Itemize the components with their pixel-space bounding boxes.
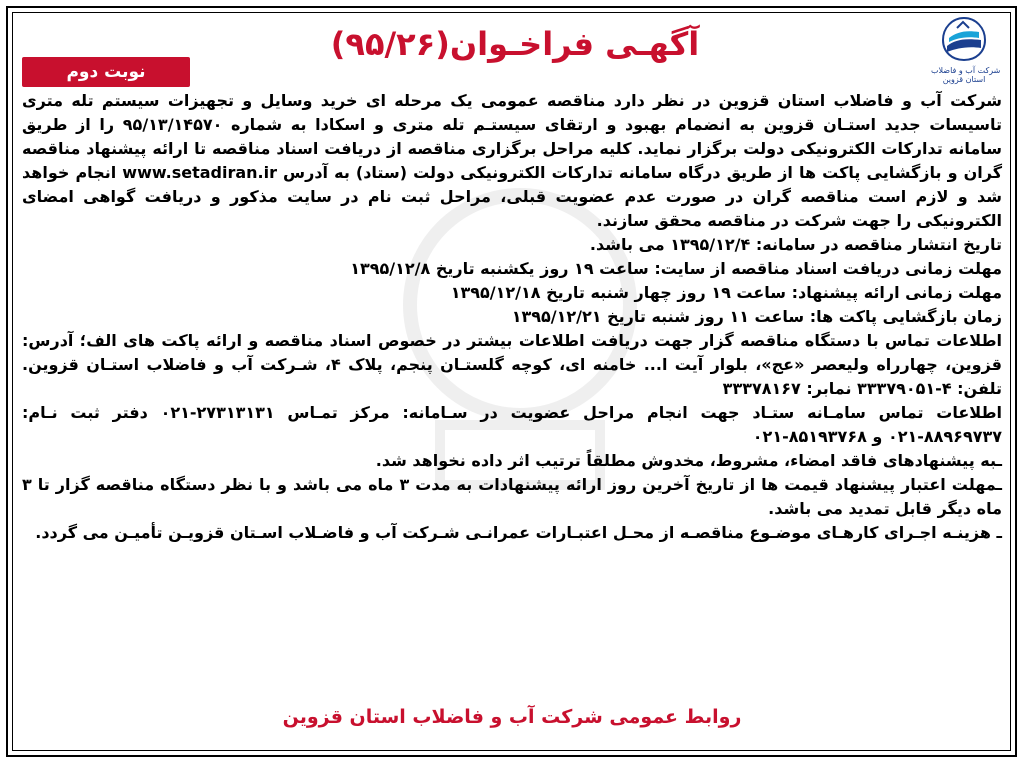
note-validity: ـمهلت اعتبار پیشنهاد قیمت ها از تاریخ آخرین روز ارائه پیشنهادات به مدت ۳ ماه می باشد و با نظر دستگاه مناقصه گزار تا ۳ ماه دیگر قابل تمدید می باشد. [22, 475, 1002, 518]
website-link[interactable]: www.setadiran.ir [122, 163, 277, 182]
round-badge: نوبت دوم [22, 57, 190, 87]
note-funding: ـ هزینـه اجـرای کارهـای موضـوع مناقصـه از محـل اعتبـارات عمرانـی شـرکت آب و فاضـلاب اسـتان قزویـن تأمیـن می گردد. [35, 523, 1002, 542]
public-relations-signature: روابط عمومی شرکت آب و فاضلاب استان قزوین [282, 706, 742, 728]
logo-caption-line2: استان قزوین [942, 75, 986, 84]
water-logo-icon [939, 16, 989, 62]
publish-date: تاریخ انتشار مناقصه در سامانه: ۱۳۹۵/۱۲/۴ می باشد. [589, 235, 1002, 254]
note-unsigned-offers: ـبه پیشنهادهای فاقد امضاء، مشروط، مخدوش مطلقاً ترتیب اثر داده نخواهد شد. [375, 451, 1002, 470]
document-deadline: مهلت زمانی دریافت اسناد مناقصه از سایت: ساعت ۱۹ روز یکشنبه تاریخ ۱۳۹۵/۱۲/۸ [350, 259, 1002, 278]
intro-text-part2: انجام خواهد شد و لازم است مناقصه گران در صورت عدم عضویت قبلی، مراحل ثبت نام در سایت مذکور و دریافت گواهی امضای الکترونیکی را جهت شرکت در مناقصه محقق سازند. [22, 163, 1002, 230]
company-logo [931, 16, 1001, 86]
setad-contact: اطلاعات تماس سامـانه ستـاد جهت انجام مراحل عضویت در سـامانه: مرکز تمـاس ۲۷۳۱۳۱۳۱-۰۲۱ دفتر ثبت نـام: ۸۸۹۶۹۷۳۷-۰۲۱ و ۸۵۱۹۳۷۶۸-۰۲۱ [22, 403, 1002, 446]
announcement-body [22, 89, 1002, 545]
announcement-title: آگهـی فراخـوان(۹۵/۲۶) [330, 25, 700, 63]
intro-text-part1: شرکت آب و فاضلاب استان قزوین در نظر دارد مناقصه عمومی یک مرحله ای خرید وسایل و تجهیزات سیستم تله متری تاسیسات جدید استـان قزوین به انضمام بهبود و ارتقای سیستـم تله متری و اسکادا به شماره ۹۵/۱۳/۱۴۵۷۰ را از طریق سامانه تدارکات الکترونیکی دولت برگزار نماید. کلیه مراحل برگزاری مناقصه از دریافت اسناد مناقصه تا ارائه پیشنهاد مناقصه گران و بازگشایی پاکت ها از طریق درگاه سامانه تدارکات الکترونیکی دولت (ستاد) به آدرس [22, 91, 1003, 182]
opening-time: زمان بازگشایی پاکت ها: ساعت ۱۱ روز شنبه تاریخ ۱۳۹۵/۱۲/۲۱ [511, 307, 1002, 326]
logo-caption-line1: شرکت آب و فاضلاب [931, 66, 1001, 75]
offer-deadline: مهلت زمانی ارائه پیشنهاد: ساعت ۱۹ روز چهار شنبه تاریخ ۱۳۹۵/۱۲/۱۸ [450, 283, 1002, 302]
intro-paragraph [22, 89, 1002, 233]
contact-info: اطلاعات تماس با دستگاه مناقصه گزار جهت دریافت اطلاعات بیشتر در خصوص اسناد مناقصه و ارائه پاکت های الف؛ آدرس: قزوین، چهارراه ولیعصر «عج»، بلوار آیت ا... خامنه ای، کوچه گلستـان پنجم، پلاک ۴، شـرکت آب و فاضلاب استـان قزوین. تلفن: ۴-۳۳۳۷۹۰۵۱ نمابر: ۳۳۳۷۸۱۶۷ [22, 331, 1003, 398]
